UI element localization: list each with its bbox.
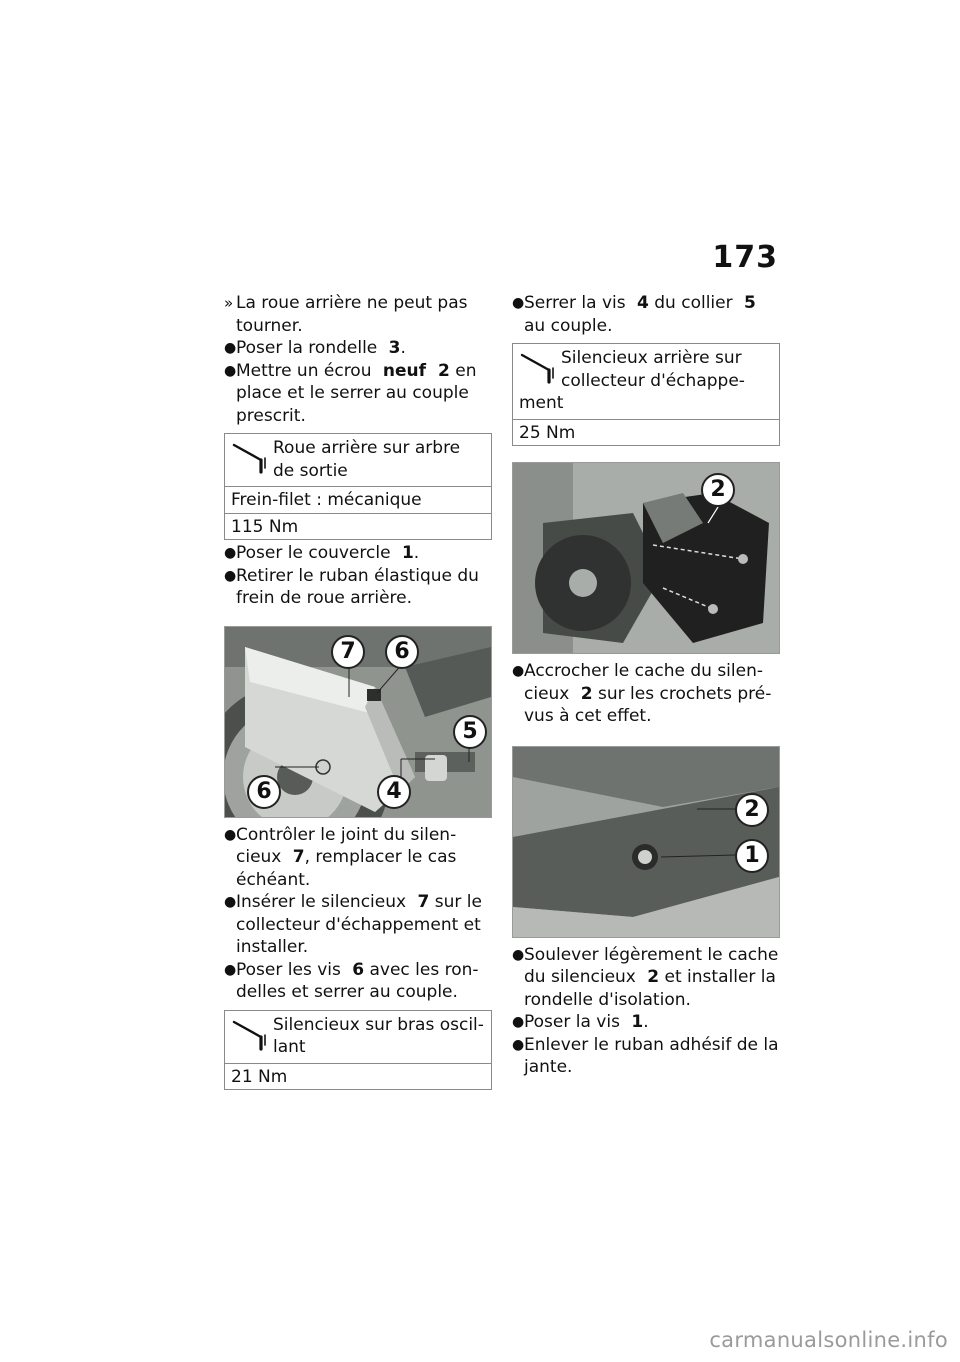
- page-number: 173: [712, 240, 778, 275]
- torque-spec-box: [224, 433, 492, 540]
- bullet-icon: ●: [512, 663, 525, 679]
- torque-spec-value: 21 Nm: [225, 1063, 491, 1090]
- ref-number: 2: [438, 360, 450, 381]
- callout-7: 7: [331, 635, 365, 669]
- step-text: Poser la vis: [524, 1012, 626, 1032]
- step-text: avec les ron-delles et serrer au couple.: [236, 959, 479, 1002]
- torque-spec-value: 25 Nm: [513, 419, 779, 446]
- step-item: [512, 1034, 780, 1079]
- step-text: Soulever légèrement le cache du silencieux: [524, 944, 779, 987]
- step-item: [512, 660, 780, 728]
- silencer-cover-photo: [512, 462, 780, 654]
- step-item: [224, 824, 492, 892]
- cover-photo-illustration: [513, 463, 779, 653]
- step-text: .: [413, 543, 420, 563]
- step-text: Mettre un écrou: [236, 360, 377, 381]
- bullet-icon: ●: [512, 1014, 525, 1030]
- emphasis-text: neuf: [382, 360, 427, 381]
- ref-number: 2: [647, 967, 660, 987]
- step-text: , remplacer le cas échéant.: [236, 847, 457, 890]
- torque-wrench-icon: [519, 350, 559, 386]
- torque-wrench-icon: [231, 440, 271, 476]
- step-text: Retirer le ruban élastique du frein de roue arrière.: [236, 565, 479, 608]
- footer-watermark: carmanualsonline.info: [709, 1328, 948, 1352]
- step-text: en place et le serrer au couple prescrit.: [236, 360, 477, 426]
- ref-number: 1: [401, 543, 414, 563]
- result-arrow-icon: »: [224, 294, 234, 312]
- callout-1: 1: [735, 839, 769, 873]
- result-text: La roue arrière ne peut pas tourner.: [236, 293, 468, 336]
- bullet-icon: ●: [224, 826, 237, 843]
- bullet-icon: ●: [224, 961, 237, 978]
- step-item: [224, 337, 492, 360]
- step-item: [512, 1011, 780, 1034]
- right-column: [512, 292, 780, 1079]
- bullet-icon: ●: [224, 545, 237, 561]
- torque-spec-title: Silencieux arrière sur: [561, 348, 742, 368]
- ref-number: 7: [292, 847, 305, 867]
- step-text: Enlever le ruban adhésif de la jante.: [524, 1034, 779, 1077]
- step-item: [224, 959, 492, 1004]
- bullet-icon: ●: [512, 946, 525, 963]
- screw-photo-illustration: [513, 747, 779, 937]
- bullet-icon: ●: [224, 362, 237, 379]
- ref-number: 2: [580, 683, 593, 704]
- step-text: Insérer le silencieux: [236, 892, 412, 912]
- torque-spec-header: [513, 344, 779, 419]
- step-text: Poser les vis: [236, 959, 347, 980]
- torque-spec-box: [512, 343, 780, 446]
- step-text: sur les crochets pré-vus à cet effet.: [524, 683, 772, 726]
- result-item: [224, 292, 492, 337]
- cover-screw-photo: [512, 746, 780, 938]
- step-item: [512, 292, 780, 337]
- step-text: Contrôler le joint du silen-cieux: [236, 824, 457, 867]
- step-text: au couple.: [524, 315, 613, 336]
- ref-number: 1: [631, 1012, 644, 1032]
- torque-wrench-icon: [231, 1017, 271, 1053]
- torque-spec-title: collecteur d'échappe-: [561, 370, 745, 391]
- torque-spec-row: Frein-filet : mécanique: [225, 486, 491, 513]
- torque-spec-title: Silencieux sur bras oscil-lant: [273, 1014, 484, 1057]
- step-item: [224, 360, 492, 428]
- step-text: Poser la rondelle: [236, 338, 383, 358]
- torque-spec-value: 115 Nm: [225, 513, 491, 540]
- callout-5: 5: [453, 715, 487, 749]
- callout-4: 4: [377, 775, 411, 809]
- step-text: du collier: [648, 293, 738, 313]
- step-item: [224, 565, 492, 610]
- torque-spec-header: [225, 1011, 491, 1063]
- step-text: Accrocher le cache du silen-cieux: [524, 661, 763, 704]
- step-text: .: [400, 338, 406, 358]
- torque-spec-box: [224, 1010, 492, 1091]
- bullet-icon: ●: [224, 567, 237, 584]
- ref-number: 4: [637, 293, 649, 313]
- step-text: et installer la rondelle d'isolation.: [524, 967, 776, 1010]
- step-item: [512, 944, 780, 1012]
- ref-number: 6: [352, 959, 365, 980]
- ref-number: 5: [744, 293, 756, 313]
- step-text: sur le collecteur d'échappement et installer.: [236, 892, 482, 957]
- bullet-icon: ●: [224, 340, 237, 356]
- step-item: [224, 891, 492, 959]
- bullet-icon: ●: [224, 894, 237, 910]
- callout-6: 6: [385, 635, 419, 669]
- torque-spec-title: ment: [519, 393, 564, 413]
- step-text: Serrer la vis: [524, 293, 631, 313]
- callout-6: 6: [247, 775, 281, 809]
- torque-spec-header: [225, 434, 491, 486]
- silencer-installation-photo: [224, 626, 492, 818]
- torque-spec-title: Roue arrière sur arbre de sortie: [273, 438, 461, 481]
- callout-2: 2: [735, 793, 769, 827]
- step-text: .: [643, 1012, 649, 1032]
- ref-number: 7: [417, 892, 430, 912]
- step-text: Poser le couvercle: [236, 543, 396, 563]
- bullet-icon: ●: [512, 1036, 525, 1053]
- step-item: [224, 542, 492, 565]
- callout-2: 2: [701, 473, 735, 507]
- left-column: [224, 292, 492, 1092]
- bullet-icon: ●: [512, 295, 525, 311]
- ref-number: 3: [388, 338, 401, 358]
